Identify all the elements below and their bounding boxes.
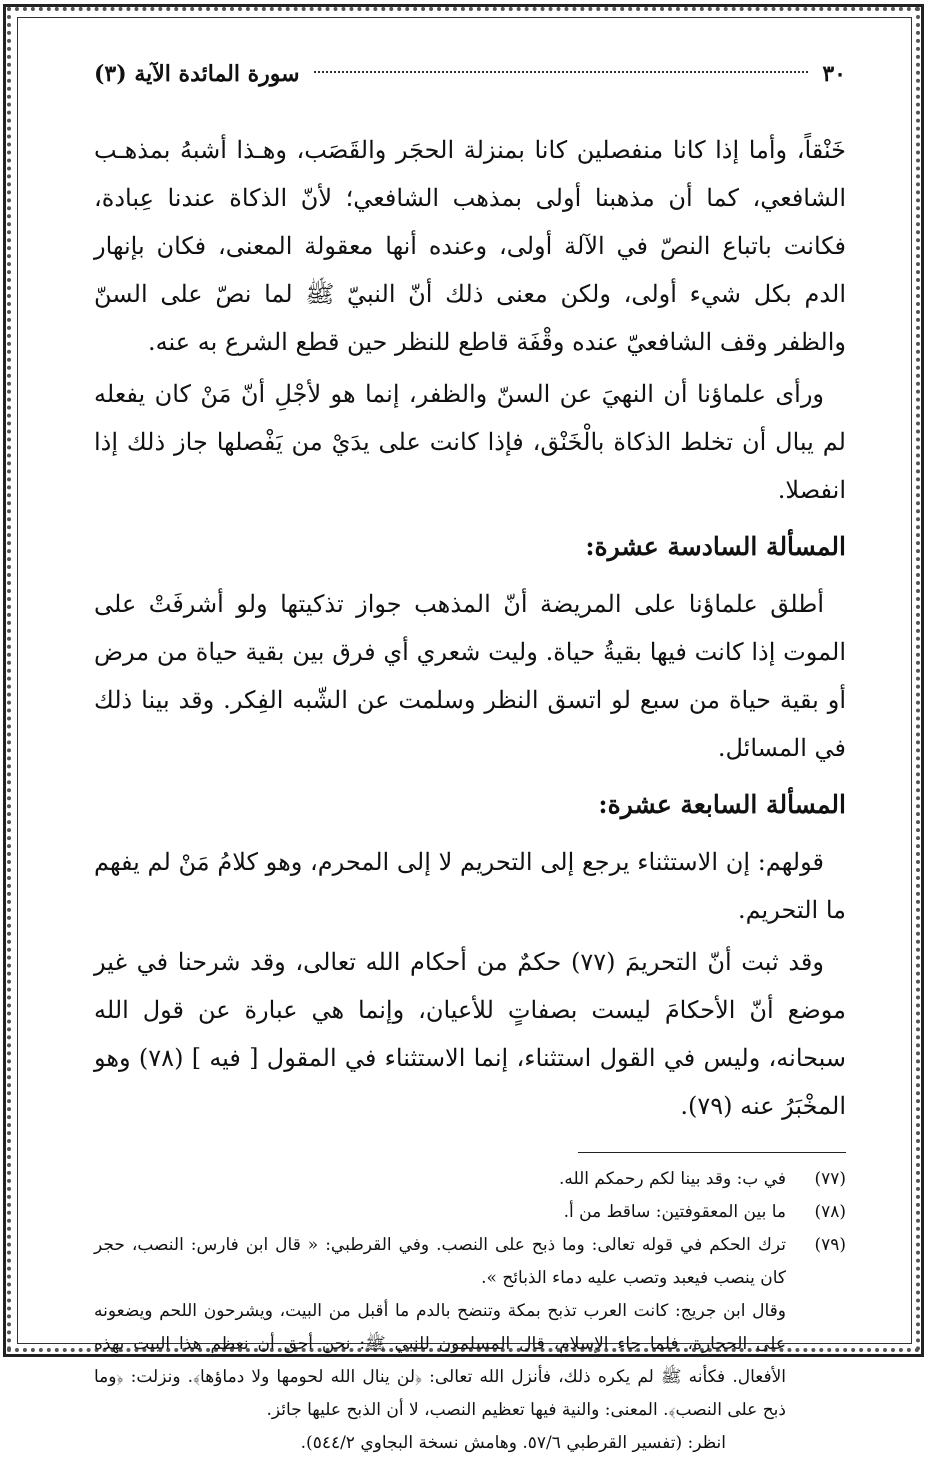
header-dotted-leader [314,71,809,73]
section-heading: المسألة السادسة عشرة: [585,532,846,561]
footnote [94,1229,846,1295]
footnote-text: ترك الحكم في قوله تعالى: وما ذبح على النصب. وفي القرطبي: « قال ابن فارس: النصب، حجر كان ينصب فيعبد وتصب عليه دماء الذبائح ». [94,1235,786,1288]
footnote-text: ما بين المعقوفتين: ساقط من أ. [563,1202,786,1222]
footnote [94,1163,846,1196]
footnotes [94,1163,846,1460]
footnote [94,1196,846,1229]
footnote-text: في ب: وقد بينا لكم رحمكم الله. [558,1169,786,1189]
footnote-reference: انظر: (تفسير القرطبي ٥٧/٦. وهامش نسخة البجاوي ٥٤٤/٢). [300,1433,726,1453]
running-title: سورة المائدة الآية (٣) [94,61,300,87]
section-heading: المسألة السابعة عشرة: [598,790,846,819]
running-header [94,52,846,96]
footnote-number: (٧٩) [814,1235,846,1255]
page-number: ٣٠ [822,61,846,87]
page-content [94,52,847,1453]
paragraph: أطلق علماؤنا على المريضة أنّ المذهب جواز تذكيتها ولو أشرفَتْ على الموت إذا كانت فيها بقيةُ حياة. وليت شعري أي فرق بين بقية حياة من مرض أو بقية حياة من سبع لو اتسق النظر وسلمت عن الشّبه الفِكر. وقد بينا ذلك في المسائل. [94,590,846,762]
footnote-continuation: وقال ابن جريج: كانت العرب تذبح بمكة وتنضح بالدم ما أقبل من البيت، ويشرحون اللحم ويضعونه على الحجارة، فلما جاء الإسلام، قال المسلمون للنبي ﷺ: نحن أحق أن نعظم هذا البيت بهذه الأفعال. فكأنه ﷺ لم يكره ذلك، فأنزل الله تعالى: ﴿لن ينال الله لحومها ولا دماؤها﴾. ونزلت: ﴿وما ذبح على النصب﴾. المعنى: والنية فيها تعظيم النصب، لا أن الذبح عليها جائز. [94,1301,786,1420]
paragraph: خَنْقاً، وأما إذا كانا منفصلين كانا بمنزلة الحجَر والقَصَب، وهـذا أشبهُ بمذهـب الشافعي، كما أن مذهبنا أولى بمذهب الشافعي؛ لأنّ الذكاة عندنا عِبادة، فكانت باتباع النصّ في الآلة أولى، وعنده أنها معقولة المعنى، فكان بإنهار الدم بكل شيء أولى، ولكن معنى ذلك أنّ النبيّ ﷺ لما نصّ على السنّ والظفر وقف الشافعيّ عنده وقْفَة قاطع للنظر حين قطع الشرع به عنه. [94,136,846,356]
footnote-number: (٧٧) [814,1169,846,1189]
paragraph: قولهم: إن الاستثناء يرجع إلى التحريم لا إلى المحرم، وهو كلامُ مَنْ لم يفهم ما التحريم. [94,848,846,924]
paragraph: ورأى علماؤنا أن النهيَ عن السنّ والظفر، إنما هو لأجْلِ أنّ مَنْ كان يفعله لم يبال أن تخلط الذكاة بالْخَنْق، فإذا كانت على يدَيْ من يَفْصلها جاز ذلك إذا انفصلا. [94,380,846,504]
main-text [94,126,846,1130]
footnote-number: (٧٨) [814,1202,846,1222]
paragraph: وقد ثبت أنّ التحريمَ (٧٧) حكمٌ من أحكام الله تعالى، وقد شرحنا في غير موضع أنّ الأحكامَ ليست بصفاتٍ للأعيان، وإنما هي عبارة عن قول الله سبحانه، وليس في القول استثناء، إنما الاستثناء في المقول [ فيه ] (٧٨) وهو المخْبَرُ عنه (٧٩). [94,948,847,1120]
footnote-separator [578,1152,846,1153]
